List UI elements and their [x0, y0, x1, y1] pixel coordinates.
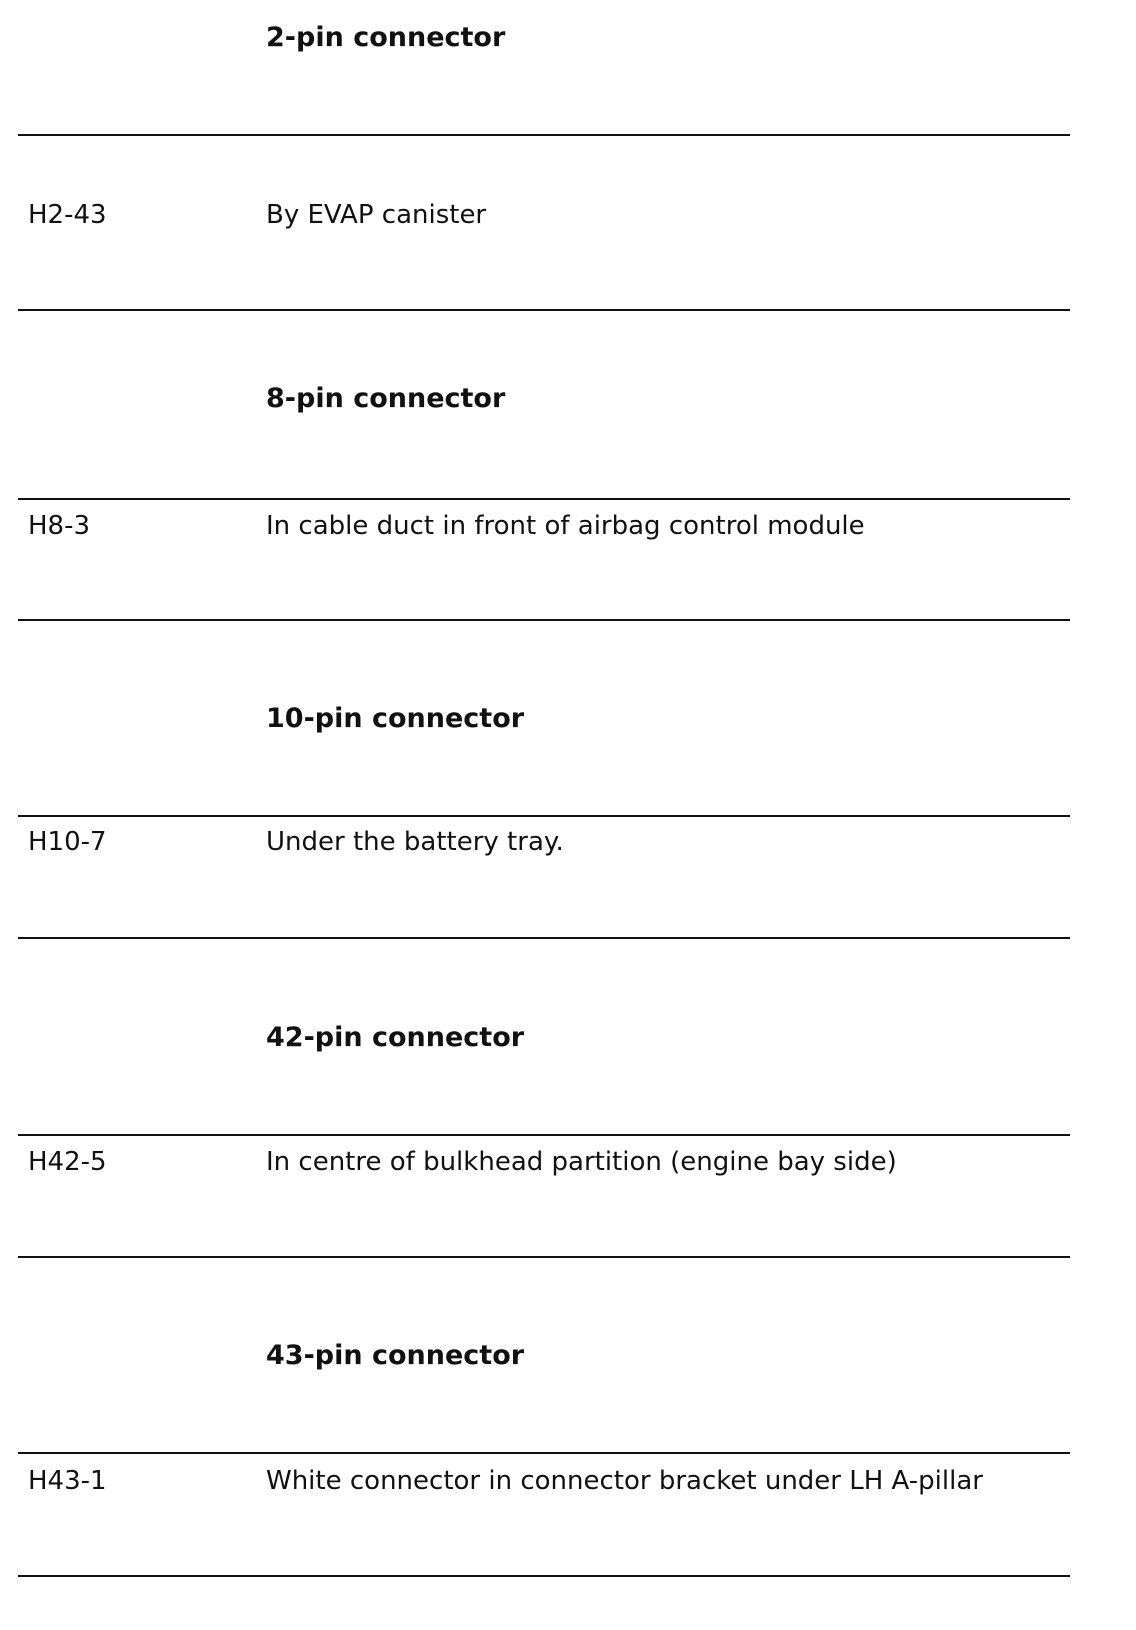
connector-location: White connector in connector bracket under LH A-pillar — [266, 1466, 983, 1496]
divider — [18, 1575, 1070, 1577]
connector-code: H10-7 — [28, 827, 107, 857]
section-heading-2-pin: 2-pin connector — [266, 22, 506, 53]
divider — [18, 1134, 1070, 1136]
section-heading-8-pin: 8-pin connector — [266, 383, 506, 414]
connector-code: H8-3 — [28, 511, 91, 541]
connector-location: In cable duct in front of airbag control module — [266, 511, 865, 541]
section-heading-43-pin: 43-pin connector — [266, 1340, 525, 1371]
connector-location: By EVAP canister — [266, 200, 487, 230]
divider — [18, 1256, 1070, 1258]
divider — [18, 619, 1070, 621]
section-heading-42-pin: 42-pin connector — [266, 1022, 525, 1053]
connector-code: H43-1 — [28, 1466, 107, 1496]
connector-code: H42-5 — [28, 1147, 107, 1177]
divider — [18, 815, 1070, 817]
divider — [18, 937, 1070, 939]
connector-code: H2-43 — [28, 200, 107, 230]
divider — [18, 498, 1070, 500]
connector-location: Under the battery tray. — [266, 827, 564, 857]
divider — [18, 309, 1070, 311]
divider — [18, 1452, 1070, 1454]
section-heading-10-pin: 10-pin connector — [266, 703, 525, 734]
connector-location: In centre of bulkhead partition (engine bay side) — [266, 1147, 897, 1177]
divider — [18, 134, 1070, 136]
